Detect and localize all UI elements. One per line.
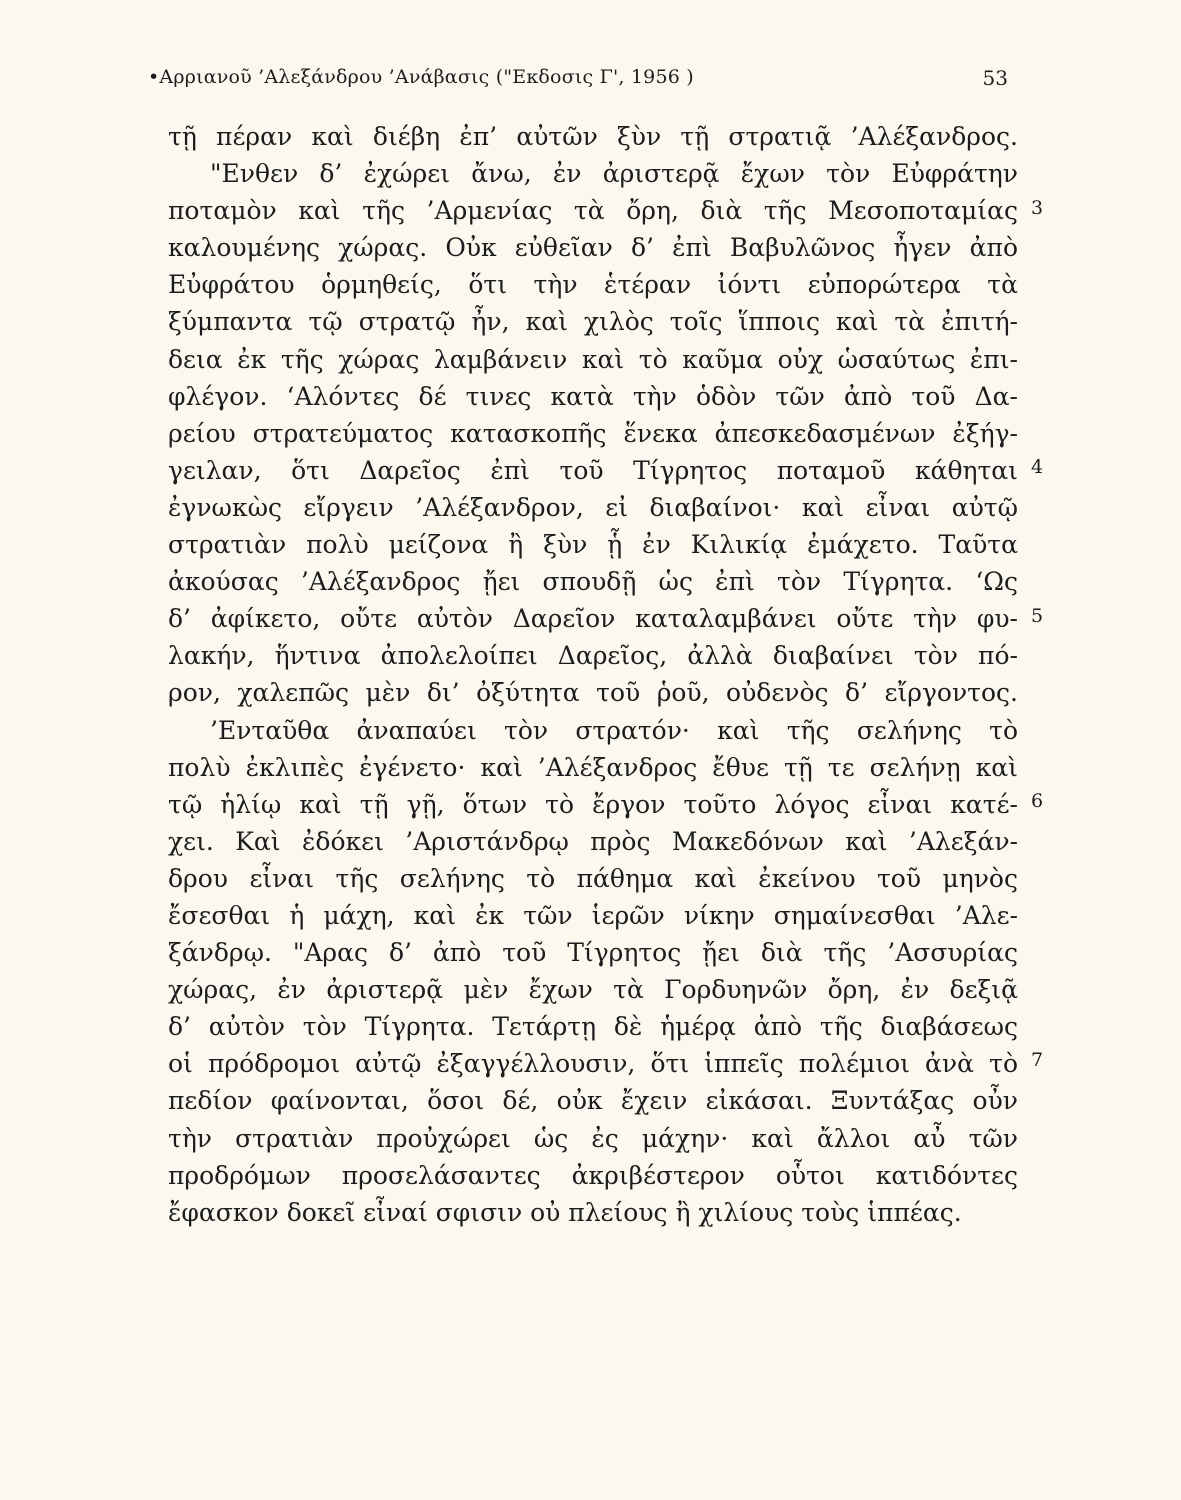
running-header	[148, 66, 1008, 96]
text-line: ἐγνωκὼς εἴργειν ’Αλέξανδρον, εἰ διαβαίνοι· καὶ εἶναι αὐτῷ	[168, 492, 1018, 522]
text-line: δ’ αὐτὸν τὸν Τίγρητα. Τετάρτῃ δὲ ἡμέρᾳ ἀπὸ τῆς διαβάσεως	[168, 1012, 1018, 1042]
text-line: φλέγον. ‘Αλόντες δέ τινες κατὰ τὴν ὁδὸν τῶν ἀπὸ τοῦ Δα-	[168, 381, 1018, 411]
text-line: στρατιὰν πολὺ μείζονα ἢ ξὺν ᾗ ἐν Κιλικίᾳ ἐμάχετο. Ταῦτα	[168, 530, 1018, 560]
text-line: οἱ πρόδρομοι αὐτῷ ἐξαγγέλλουσιν, ὅτι ἱππεῖς πολέμιοι ἀνὰ τὸ	[168, 1049, 1018, 1079]
text-line: ἔφασκον δοκεῖ εἶναί σφισιν οὐ πλείους ἢ χιλίους τοὺς ἱππέας.	[168, 1197, 962, 1227]
text-line: ἔσεσθαι ἡ μάχη, καὶ ἐκ τῶν ἱερῶν νίκην σημαίνεσθαι ’Αλε-	[168, 900, 1018, 930]
text-line: ἀκούσας ’Αλέξανδρος ᾔει σπουδῇ ὡς ἐπὶ τὸν Τίγρητα. ‘Ως	[168, 567, 1018, 597]
text-line: ρον, χαλεπῶς μὲν δι’ ὀξύτητα τοῦ ῥοῦ, οὐδενὸς δ’ εἴργοντος.	[168, 678, 1018, 708]
text-line: ’Ενταῦθα ἀναπαύει τὸν στρατόν· καὶ τῆς σελήνης τὸ	[210, 715, 1018, 745]
text-line: προδρόμων προσελάσαντες ἀκριβέστερον οὗτοι κατιδόντες	[168, 1160, 1018, 1190]
section-number: 3	[1031, 197, 1044, 219]
text-line: Εὐφράτου ὁρμηθείς, ὅτι τὴν ἑτέραν ἰόντι εὐπορώτερα τὰ	[168, 270, 1018, 300]
text-line: "Ενθεν δ’ ἐχώρει ἄνω, ἐν ἀριστερᾷ ἔχων τὸν Εὐφράτην	[210, 159, 1018, 189]
section-number: 7	[1031, 1049, 1044, 1071]
section-number: 6	[1031, 790, 1044, 812]
text-line: ξάνδρῳ. "Αρας δ’ ἀπὸ τοῦ Τίγρητος ᾔει διὰ τῆς ’Ασσυρίας	[168, 938, 1018, 968]
text-line: καλουμένης χώρας. Οὐκ εὐθεῖαν δ’ ἐπὶ Βαβυλῶνος ἦγεν ἀπὸ	[168, 233, 1018, 263]
text-line: τὴν στρατιὰν προὐχώρει ὡς ἐς μάχην· καὶ ἄλλοι αὖ τῶν	[168, 1123, 1018, 1153]
text-line: τῇ πέραν καὶ διέβη ἐπ’ αὐτῶν ξὺν τῇ στρατιᾷ ’Αλέξανδρος.	[168, 122, 1018, 151]
text-line: ξύμπαντα τῷ στρατῷ ἦν, καὶ χιλὸς τοῖς ἵπποις καὶ τὰ ἐπιτή-	[168, 307, 1018, 337]
text-line: δρου εἶναι τῆς σελήνης τὸ πάθημα καὶ ἐκείνου τοῦ μηνὸς	[168, 863, 1018, 893]
section-number: 5	[1031, 605, 1044, 627]
section-number: 4	[1031, 456, 1044, 478]
text-line: γειλαν, ὅτι Δαρεῖος ἐπὶ τοῦ Τίγρητος ποταμοῦ κάθηται	[168, 455, 1018, 485]
page-number: 53	[982, 66, 1008, 90]
text-line: ρείου στρατεύματος κατασκοπῆς ἕνεκα ἀπεσκεδασμένων ἐξήγ-	[168, 418, 1018, 448]
text-line: ποταμὸν καὶ τῆς ’Αρμενίας τὰ ὄρη, διὰ τῆς Μεσοποταμίας	[168, 196, 1018, 226]
text-line: πολὺ ἐκλιπὲς ἐγένετο· καὶ ’Αλέξανδρος ἔθυε τῇ τε σελήνῃ καὶ	[168, 752, 1018, 782]
body-text	[168, 118, 1018, 1231]
text-line: πεδίον φαίνονται, ὅσοι δέ, οὐκ ἔχειν εἰκάσαι. Ξυντάξας οὖν	[168, 1086, 1018, 1116]
running-title: •Αρριανοῦ ’Αλεξάνδρου ’Ανάβασις ("Εκδοσις Γ', 1956 )	[148, 66, 694, 88]
text-line: τῷ ἡλίῳ καὶ τῇ γῇ, ὅτων τὸ ἔργον τοῦτο λόγος εἶναι κατέ-	[168, 789, 1018, 819]
text-line: χει. Καὶ ἐδόκει ’Αριστάνδρῳ πρὸς Μακεδόνων καὶ ’Αλεξάν-	[168, 826, 1018, 856]
text-line: δ’ ἀφίκετο, οὔτε αὐτὸν Δαρεῖον καταλαμβάνει οὔτε τὴν φυ-	[168, 604, 1018, 634]
text-line: δεια ἐκ τῆς χώρας λαμβάνειν καὶ τὸ καῦμα οὐχ ὡσαύτως ἐπι-	[168, 344, 1018, 374]
text-line: χώρας, ἐν ἀριστερᾷ μὲν ἔχων τὰ Γορδυηνῶν ὄρη, ἐν δεξιᾷ	[168, 975, 1018, 1005]
text-line: λακήν, ἥντινα ἀπολελοίπει Δαρεῖος, ἀλλὰ διαβαίνει τὸν πό-	[168, 641, 1018, 671]
